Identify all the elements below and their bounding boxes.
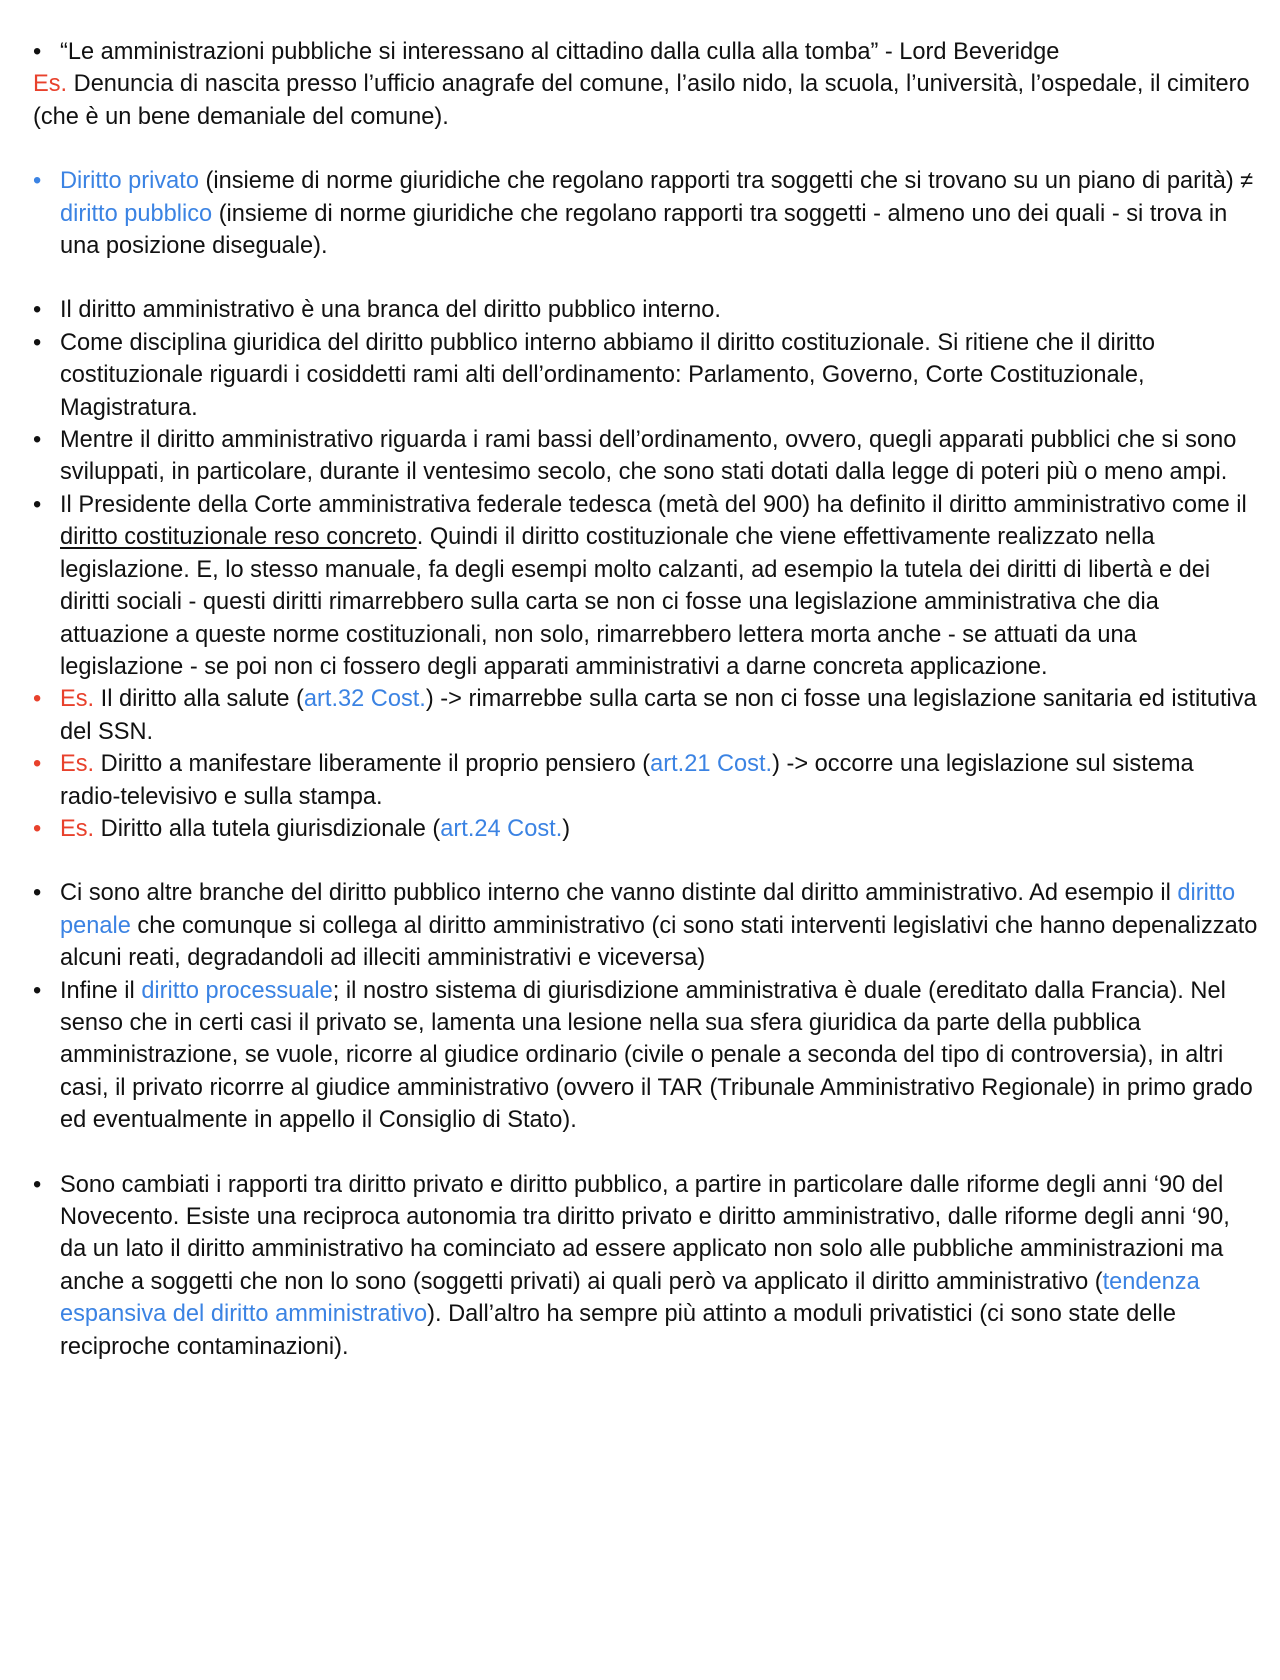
- term-diritto-processuale: diritto processuale: [141, 977, 333, 1004]
- example-label: Es.: [60, 815, 95, 842]
- definition-private: (insieme di norme giuridiche che regolano rapporti tra soggetti che si trovano su un piano di parità) ≠: [198, 168, 1254, 195]
- example-text: ): [562, 815, 571, 842]
- bullet-riforme-anni-90: [33, 1169, 1260, 1363]
- bullet-text: Ci sono altre branche del diritto pubblico interno che vanno distinte dal diritto amministrativo. Ad esempio il: [60, 880, 1178, 907]
- example-text: ) -> occorre una legislazione sul sistema radio-televisivo e sulla stampa.: [60, 751, 1194, 810]
- bullet-text: ; il nostro sistema di giurisdizione amministrativa è duale (ereditato dalla Francia). Nel senso che in certi casi il privato se, lamenta una lesione nella sua sfera giuridica da parte della pubblica amministrazione, se vuole, ricorre al giudice ordinario (civile o penale a seconda del tipo di controversia), in altri casi, il privato ricorrre al giudice amministrativo (ovvero il TAR (Tribunale Amministrativo Regionale) in primo grado ed eventualmente in appello il Consiglio di Stato).: [60, 977, 1253, 1134]
- section-private-public: [33, 165, 1260, 262]
- example-label: Es.: [33, 71, 68, 98]
- beveridge-example: [33, 68, 1260, 133]
- section-altre-branche: [33, 877, 1260, 1136]
- bullet-private-vs-public: [33, 165, 1260, 262]
- example-label: Es.: [60, 751, 95, 778]
- example-salute: [33, 683, 1260, 748]
- bullet-glyph: •: [33, 39, 42, 65]
- bullet-glyph: •: [33, 1171, 42, 1198]
- section-rapporti: [33, 1169, 1260, 1363]
- spacer: [33, 262, 1260, 294]
- bullet-glyph: •: [33, 880, 42, 907]
- bullet-text: ). Dall’altro ha sempre più attinto a moduli privatistici (ci sono state delle reciproche contaminazioni).: [60, 1301, 1176, 1360]
- example-label: Es.: [60, 686, 95, 713]
- bullet-glyph: •: [33, 815, 42, 842]
- example-text: ) -> rimarrebbe sulla carta se non ci fosse una legislazione sanitaria ed istitutiva del SSN.: [60, 686, 1257, 745]
- spacer: [33, 1137, 1260, 1169]
- section-diritto-amministrativo: [33, 294, 1260, 845]
- bullet-glyph: •: [33, 297, 42, 324]
- bullet-text: . Quindi il diritto costituzionale che viene effettivamente realizzato nella legislazione. E, lo stesso manuale, fa degli esempi molto calzanti, ad esempio la tutela dei diritti di libertà e dei diritti sociali - questi diritti rimarrebbero sulla carta se non ci fosse una legislazione amministrativa che dia attuazione a queste norme costituzionali, non solo, rimarrebbero lettera morta anche - se attuati da una legislazione - se poi non ci fossero degli apparati amministrativi a darne concreta applicazione.: [60, 524, 1211, 680]
- bullet-glyph: •: [33, 686, 42, 713]
- term-tendenza-espansiva: tendenza espansiva del diritto amministrativo: [60, 1268, 1200, 1328]
- bullet-diritto-processuale: [33, 975, 1260, 1137]
- bullet-corte-tedesca: [33, 489, 1260, 683]
- bullet-beveridge-quote: [33, 36, 1260, 68]
- example-pensiero: [33, 748, 1260, 813]
- bullet-text: Il diritto amministrativo è una branca del diritto pubblico interno.: [60, 297, 721, 324]
- section-beveridge: [33, 36, 1260, 68]
- definition-public: (insieme di norme giuridiche che regolano rapporti tra soggetti - almeno uno dei quali - si trova in una posizione diseguale).: [60, 200, 1228, 260]
- term-diritto-pubblico: diritto pubblico: [60, 200, 213, 227]
- bullet-diritto-penale: [33, 877, 1260, 974]
- bullet-text: Sono cambiati i rapporti tra diritto privato e diritto pubblico, a partire in particolare dalle riforme degli anni ‘90 del Novecento. Esiste una reciproca autonomia tra diritto privato e diritto amministrativo, dalle riforme degli anni ‘90, da un lato il diritto amministrativo ha cominciato ad essere applicato non solo alle pubbliche amministrazioni ma anche a soggetti che non lo sono (soggetti privati) ai quali però va applicato il diritto amministrativo (: [60, 1171, 1230, 1295]
- example-text: Il diritto alla salute (: [94, 686, 304, 713]
- bullet-text: Infine il: [60, 977, 142, 1004]
- spacer: [33, 845, 1260, 877]
- article-reference: art.32 Cost.: [303, 686, 426, 713]
- bullet-rami-bassi: [33, 424, 1260, 489]
- underlined-phrase: diritto costituzionale reso concreto: [60, 524, 417, 551]
- article-reference: art.21 Cost.: [650, 751, 773, 778]
- term-diritto-penale: diritto penale: [60, 880, 1236, 939]
- bullet-diritto-costituzionale: [33, 327, 1260, 424]
- bullet-text: che comunque si collega al diritto amministrativo (ci sono stati interventi legislativi che hanno depenalizzato alcuni reati, degradandoli ad illeciti amministrativi e viceversa): [60, 912, 1258, 972]
- bullet-glyph: •: [33, 751, 42, 778]
- example-tutela: [33, 813, 1260, 845]
- bullet-text: Mentre il diritto amministrativo riguarda i rami bassi dell’ordinamento, ovvero, quegli apparati pubblici che si sono sviluppati, in particolare, durante il ventesimo secolo, che sono stati dotati dalla legge di poteri più o meno ampi.: [60, 427, 1237, 486]
- article-reference: art.24 Cost.: [440, 815, 563, 842]
- bullet-glyph: •: [33, 329, 42, 356]
- term-diritto-privato: Diritto privato: [60, 168, 199, 195]
- bullet-glyph: •: [33, 491, 42, 518]
- example-text: Diritto alla tutela giurisdizionale (: [94, 815, 441, 842]
- bullet-branca: [33, 294, 1260, 326]
- example-text: Diritto a manifestare liberamente il proprio pensiero (: [94, 751, 651, 778]
- bullet-glyph: •: [33, 427, 42, 454]
- bullet-text: Il Presidente della Corte amministrativa federale tedesca (metà del 900) ha definito il diritto amministrativo come il: [60, 491, 1247, 518]
- bullet-glyph: •: [33, 168, 42, 195]
- bullet-text: Come disciplina giuridica del diritto pubblico interno abbiamo il diritto costituzionale. Si ritiene che il diritto costituzionale riguardi i cosiddetti rami alti dell’ordinamento: Parlamento, Governo, Corte Costituzionale, Magistratura.: [60, 329, 1156, 421]
- example-text: Denuncia di nascita presso l’ufficio anagrafe del comune, l’asilo nido, la scuola, l’università, l’ospedale, il cimitero (che è un bene demaniale del comune).: [33, 71, 1250, 130]
- beveridge-quote: “Le amministrazioni pubbliche si interessano al cittadino dalla culla alla tomba” - Lord Beveridge: [60, 39, 1060, 65]
- spacer: [33, 133, 1260, 165]
- bullet-glyph: •: [33, 977, 42, 1004]
